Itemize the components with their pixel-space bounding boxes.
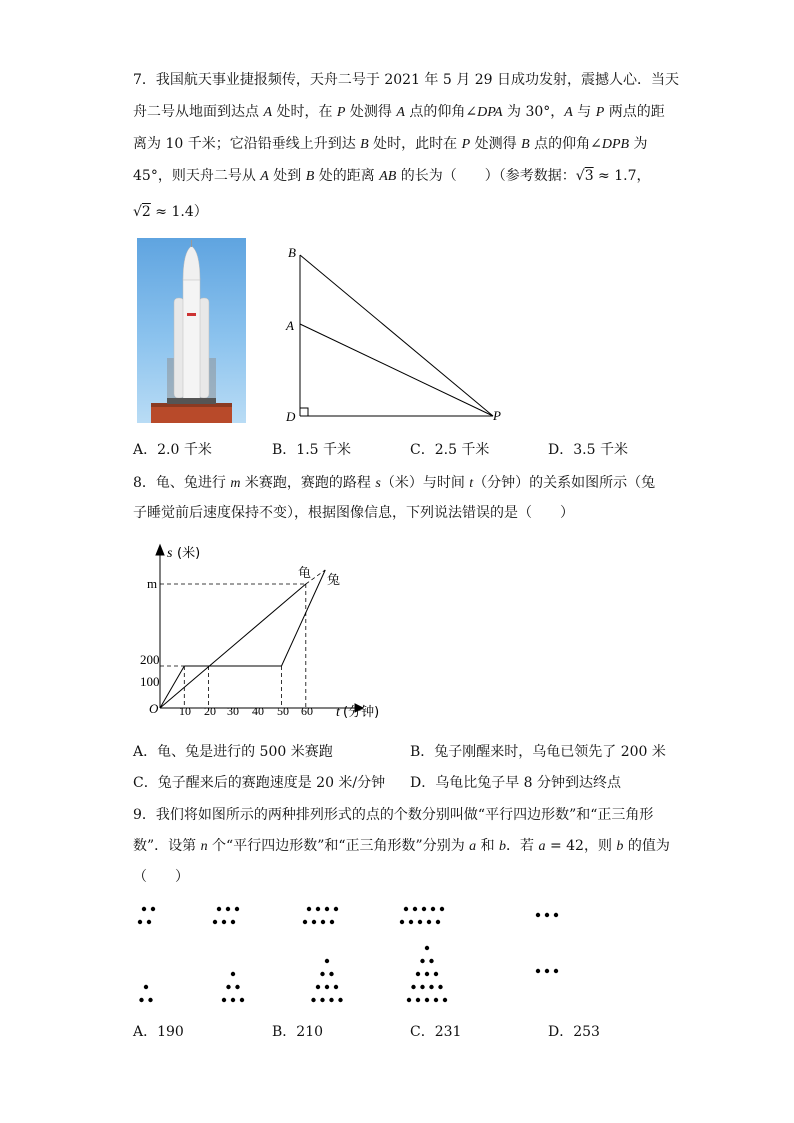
triangle-dot — [411, 985, 415, 989]
var: s — [375, 476, 381, 491]
triangle-dot — [416, 972, 420, 976]
text: 处测得 — [470, 136, 522, 152]
triangle-dot — [320, 972, 324, 976]
label-a: A — [286, 318, 294, 333]
triangle-dot — [325, 959, 329, 963]
parallelogram-dot — [307, 907, 311, 911]
parallelogram-dot — [413, 907, 417, 911]
angle: ∠DPB — [590, 137, 630, 152]
parallelogram-dot — [404, 907, 408, 911]
var: m — [230, 476, 241, 491]
triangle-dot — [338, 998, 342, 1002]
x-tick-30: 30 — [227, 704, 239, 718]
q8-option-b[interactable]: B．兔子刚醒来时，乌龟已领先了 200 米 — [410, 744, 666, 760]
text: 处时，此时在 — [368, 136, 462, 152]
q7-line-3 — [133, 134, 648, 155]
y-axis-var: s — [167, 546, 173, 561]
parallelogram-dot — [151, 907, 155, 911]
var: P — [336, 105, 346, 120]
q7-line-4 — [133, 166, 651, 187]
var: B — [521, 137, 530, 152]
q7-line-1: 7．我国航天事业捷报频传，天舟二号于 2021 年 5 月 29 日成功发射，震撼人心．当天 — [133, 72, 679, 88]
y-tick-200: 200 — [140, 652, 160, 667]
tortoise-label: 龟 — [298, 566, 312, 581]
ellipsis-dot — [536, 913, 540, 917]
parallelogram-dot — [312, 920, 316, 924]
series-rabbit-seg-3 — [282, 570, 326, 666]
triangle-dot — [329, 972, 333, 976]
parallelogram-dot — [303, 920, 307, 924]
triangle-dot — [438, 985, 442, 989]
parallelogram-dot — [418, 920, 422, 924]
parallelogram-dot — [142, 907, 146, 911]
q8-option-c[interactable]: C．兔子醒来后的赛跑速度是 20 米/分钟 — [133, 775, 386, 791]
parallelogram-dot — [422, 907, 426, 911]
text: 为 30°， — [502, 104, 565, 120]
parallelogram-dot — [235, 907, 239, 911]
triangle-dot — [425, 972, 429, 976]
q7-option-c[interactable]: C．2.5 千米 — [410, 442, 490, 458]
text: = 42，则 — [545, 838, 617, 854]
x-axis-unit: (分钟) — [343, 705, 380, 720]
x-axis-var: t — [336, 705, 340, 720]
text: 8．龟、兔进行 — [133, 475, 231, 491]
rocket-photo — [137, 238, 246, 423]
triangle-dot — [425, 946, 429, 950]
x-tick-10: 10 — [179, 704, 191, 718]
q8-line-2: 子睡觉前后速度保持不变），根据图像信息，下列说法错误的是（ ） — [133, 505, 574, 521]
triangle-dot — [443, 998, 447, 1002]
x-tick-20: 20 — [204, 704, 216, 718]
text: （分钟）的关系如图所示（兔 — [473, 475, 656, 491]
q7-triangle-figure — [280, 240, 520, 430]
text: 米赛跑，赛跑的路程 — [240, 475, 376, 491]
var: B — [360, 137, 369, 152]
parallelogram-dot — [431, 907, 435, 911]
text: 45°，则天舟二号从 — [133, 168, 261, 184]
var: t — [469, 476, 474, 491]
q8-line-1 — [133, 473, 655, 494]
q7-option-d[interactable]: D．3.5 千米 — [548, 442, 628, 458]
var: b — [616, 839, 624, 854]
q9-line-1: 9．我们将如图所示的两种排列形式的点的个数分别叫做“平行四边形数”和“正三角形 — [133, 807, 654, 823]
text: ．若 — [506, 838, 539, 854]
q8-chart — [130, 540, 400, 730]
text: 个“平行四边形数”和“正三角形数”分别为 — [207, 838, 470, 854]
ellipsis-dot — [545, 969, 549, 973]
q9-option-a[interactable]: A．190 — [133, 1024, 184, 1040]
parallelogram-dot — [316, 907, 320, 911]
var: B — [305, 169, 315, 184]
ellipsis-dot — [554, 913, 558, 917]
q9-line-3: （ ） — [133, 869, 189, 885]
q9-line-2 — [133, 836, 670, 857]
triangle-dot — [320, 998, 324, 1002]
x-tick-60: 60 — [301, 704, 313, 718]
triangle-dot — [434, 998, 438, 1002]
origin-label: O — [149, 701, 159, 716]
text: 处的距离 — [314, 168, 380, 184]
text: 与 — [572, 104, 596, 120]
triangle-dot — [231, 998, 235, 1002]
y-axis-unit: (米) — [177, 546, 201, 561]
ellipsis-dot — [545, 913, 549, 917]
x-tick-50: 50 — [277, 704, 289, 718]
y-axis-arrow — [156, 545, 164, 555]
text: 点的仰角 — [529, 136, 591, 152]
parallelogram-dot — [427, 920, 431, 924]
parallelogram-dot — [147, 920, 151, 924]
q9-option-b[interactable]: B．210 — [272, 1024, 324, 1040]
text: 舟二号从地面到达点 — [133, 104, 264, 120]
var: A — [564, 105, 573, 120]
var: A — [260, 169, 269, 184]
ellipsis-dot — [554, 969, 558, 973]
segment-ap — [300, 324, 493, 416]
q8-option-d[interactable]: D．乌龟比兔子早 8 分钟到达终点 — [410, 775, 622, 791]
q7-line-2 — [133, 102, 665, 123]
text: 两点的距 — [604, 104, 665, 120]
text: （米）与时间 — [380, 475, 470, 491]
text: 和 — [476, 838, 500, 854]
label-b: B — [288, 245, 296, 260]
parallelogram-dot — [217, 907, 221, 911]
triangle-dot — [334, 985, 338, 989]
parallelogram-dot — [409, 920, 413, 924]
text: 处到 — [268, 168, 306, 184]
parallelogram-dot — [436, 920, 440, 924]
label-p: P — [493, 408, 501, 423]
var: P — [595, 105, 605, 120]
triangle-dot — [420, 959, 424, 963]
triangle-dot — [222, 998, 226, 1002]
sqrt-symbol: √ — [575, 168, 585, 184]
var: a — [469, 839, 477, 854]
series-tortoise-line — [160, 584, 306, 708]
text: 处时，在 — [272, 104, 337, 120]
triangle-dot — [420, 985, 424, 989]
right-angle-mark — [300, 408, 308, 416]
text: 的长为（ ）（参考数据： — [396, 168, 576, 184]
x-tick-40: 40 — [252, 704, 264, 718]
var: n — [200, 839, 208, 854]
sqrt-arg: 2 — [141, 204, 151, 220]
triangle-dot — [231, 972, 235, 976]
triangle-dot — [434, 972, 438, 976]
triangle-dot — [148, 998, 152, 1002]
q8-option-a[interactable]: A．龟、兔是进行的 500 米赛跑 — [133, 744, 333, 760]
sqrt-arg: 3 — [584, 168, 594, 184]
triangle-dot — [316, 985, 320, 989]
text: ≈ 1.7， — [593, 168, 651, 184]
q9-option-c[interactable]: C．231 — [410, 1024, 462, 1040]
q9-dot-patterns — [130, 895, 570, 1010]
triangle-dot — [416, 998, 420, 1002]
triangle-dot — [429, 959, 433, 963]
y-tick-100: 100 — [140, 674, 160, 689]
var: a — [538, 839, 546, 854]
triangle-dot — [407, 998, 411, 1002]
triangle-dot — [425, 998, 429, 1002]
parallelogram-dot — [226, 907, 230, 911]
triangle-dot — [311, 998, 315, 1002]
parallelogram-dot — [330, 920, 334, 924]
parallelogram-dot — [334, 907, 338, 911]
text: 处测得 — [345, 104, 397, 120]
parallelogram-dot — [400, 920, 404, 924]
parallelogram-dot — [138, 920, 142, 924]
text: ≈ 1.4） — [150, 204, 208, 220]
var: AB — [379, 169, 397, 184]
text: 的值为 — [623, 838, 670, 854]
triangle-dot — [226, 985, 230, 989]
var: b — [499, 839, 507, 854]
parallelogram-dot — [213, 920, 217, 924]
text: 点的仰角 — [404, 104, 466, 120]
segment-bp — [300, 255, 493, 416]
parallelogram-dot — [321, 920, 325, 924]
triangle-dot — [325, 985, 329, 989]
parallelogram-dot — [440, 907, 444, 911]
parallelogram-dot — [231, 920, 235, 924]
triangle-dot — [429, 985, 433, 989]
angle: ∠DPA — [465, 105, 503, 120]
parallelogram-dot — [222, 920, 226, 924]
rabbit-label: 兔 — [327, 573, 341, 588]
label-d: D — [286, 409, 296, 424]
y-tick-m: m — [147, 576, 158, 591]
triangle-dot — [144, 985, 148, 989]
var: A — [263, 105, 273, 120]
q9-option-d[interactable]: D．253 — [548, 1024, 600, 1040]
q7-line-5 — [133, 202, 208, 222]
var: A — [396, 105, 405, 120]
q7-option-a[interactable]: A．2.0 千米 — [133, 442, 212, 458]
triangle-dot — [235, 985, 239, 989]
text: 离为 10 千米；它沿铅垂线上升到达 — [133, 136, 361, 152]
text: 数”．设第 — [133, 838, 201, 854]
text: 为 — [629, 136, 648, 152]
triangle-dot — [329, 998, 333, 1002]
triangle-dot — [240, 998, 244, 1002]
triangle-dot — [139, 998, 143, 1002]
var: P — [461, 137, 471, 152]
parallelogram-dot — [325, 907, 329, 911]
series-rabbit-seg-1 — [160, 666, 184, 708]
sqrt-symbol: √ — [133, 204, 142, 220]
q7-option-b[interactable]: B．1.5 千米 — [272, 442, 352, 458]
ellipsis-dot — [536, 969, 540, 973]
